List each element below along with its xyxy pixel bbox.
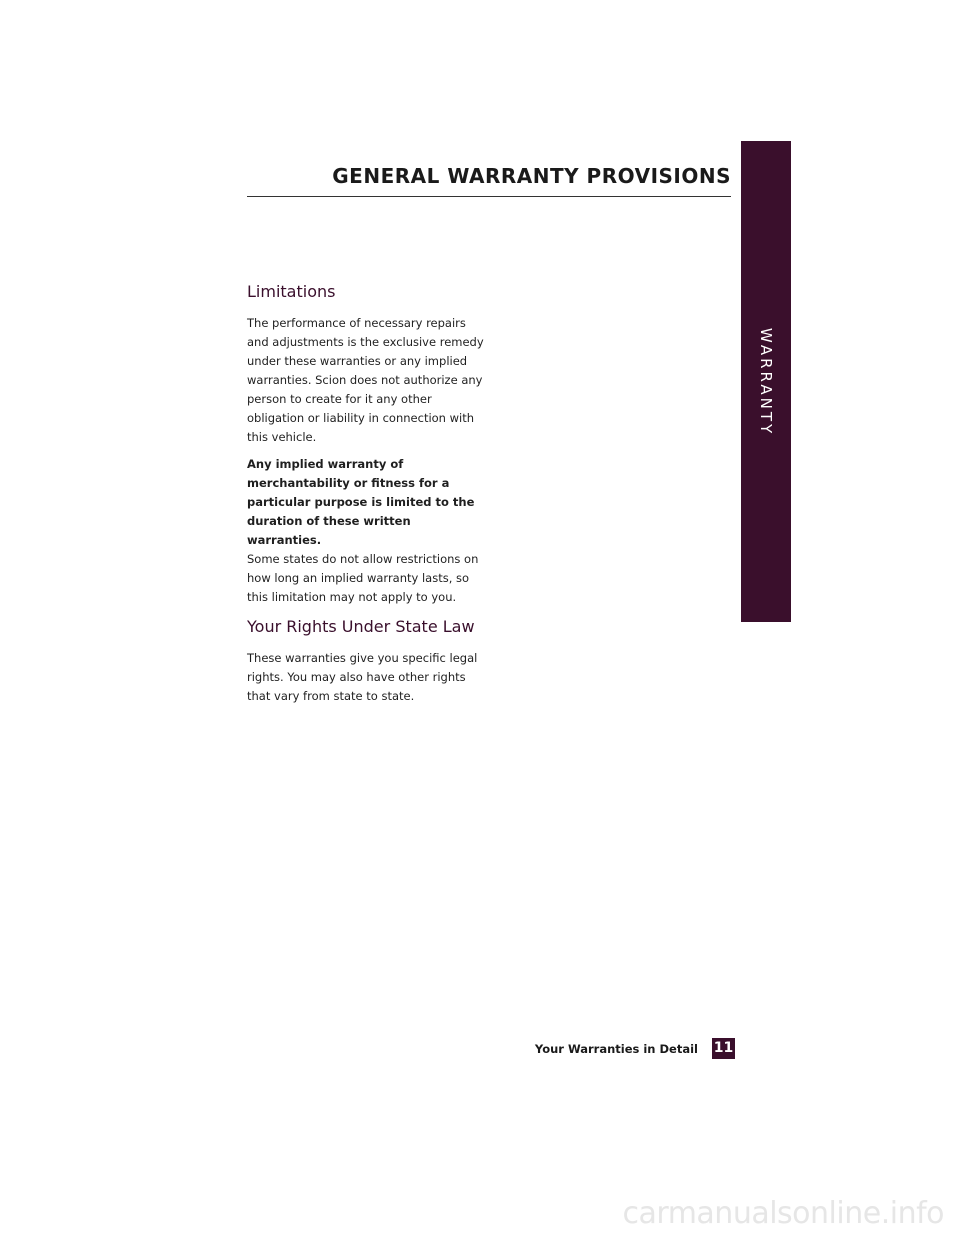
side-tab <box>741 141 791 622</box>
limitations-paragraph: The performance of necessary repairs and adjustments is the exclusive remedy under these warranties or any implied warranties. Scion does not authorize any person to create for it any other obligation or liability in connection with this vehicle. <box>247 316 484 444</box>
limitations-bold-paragraph: Any implied warranty of merchantability or fitness for a particular purpose is limited to the duration of these written warranties. <box>247 457 475 547</box>
watermark: carmanualsonline.info <box>622 1196 944 1231</box>
page-title: GENERAL WARRANTY PROVISIONS <box>332 164 731 188</box>
side-tab-label: WARRANTY <box>757 327 775 436</box>
state-law-paragraph: These warranties give you specific legal rights. You may also have other rights that vary from state to state. <box>247 651 478 703</box>
section-heading-limitations: Limitations <box>247 282 336 301</box>
main-content <box>247 280 487 714</box>
footer-section-label: Your Warranties in Detail <box>534 1042 698 1056</box>
limitations-state-paragraph: Some states do not allow restrictions on how long an implied warranty lasts, so this limitation may not apply to you. <box>247 552 479 604</box>
page-number: 11 <box>712 1038 735 1059</box>
header-divider <box>247 196 731 197</box>
section-heading-state-law: Your Rights Under State Law <box>247 617 475 636</box>
